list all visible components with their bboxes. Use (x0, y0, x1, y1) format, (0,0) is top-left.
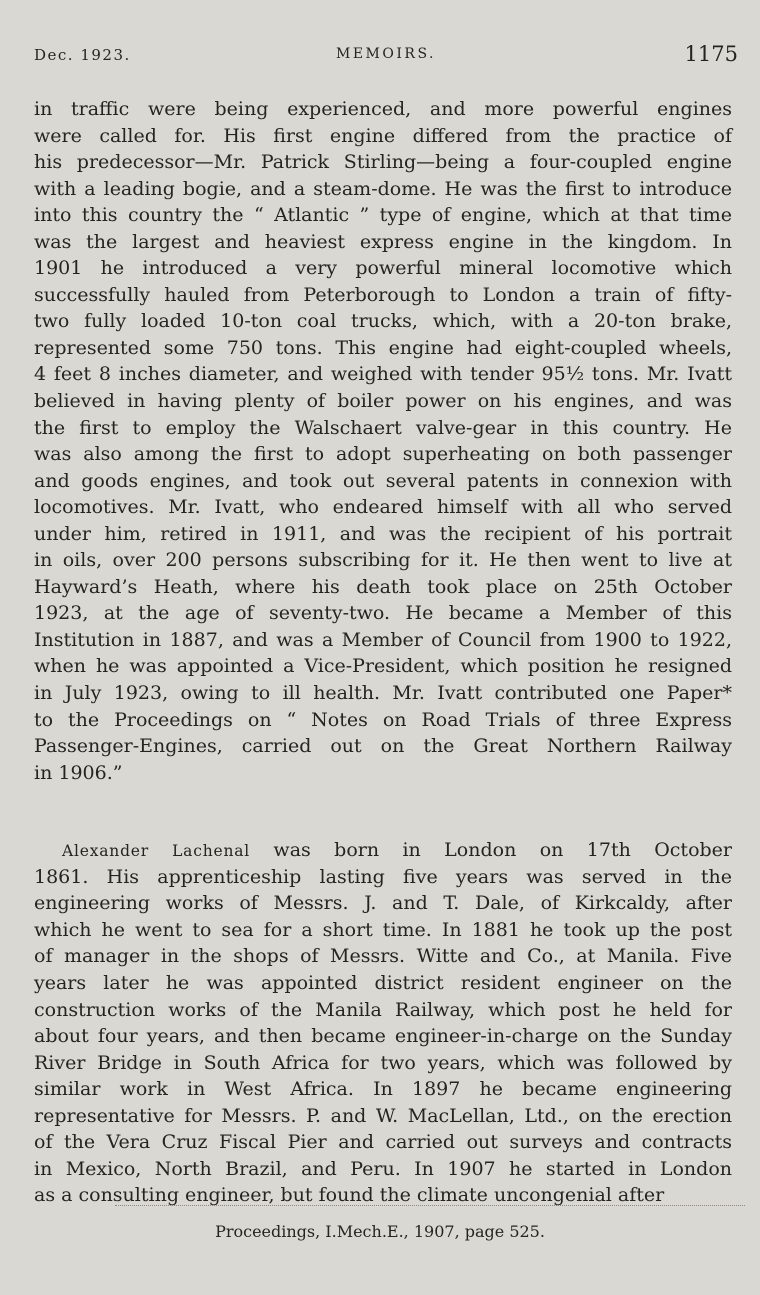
paragraph-line: representative for Messrs. P. and W. MacLellan, Ltd., on the erection (34, 1104, 732, 1127)
paragraph-line: with a leading bogie, and a steam-dome. He was the first to introduce (34, 177, 732, 200)
paragraph-line: as a consulting engineer, but found the climate uncongenial after (34, 1184, 665, 1207)
paragraph-line: of the Vera Cruz Fiscal Pier and carried out surveys and contracts (34, 1131, 732, 1154)
page-number: 1175 (684, 42, 738, 66)
body-text (34, 96, 732, 1209)
paragraph-line: in July 1923, owing to ill health. Mr. Ivatt contributed one Paper* (34, 682, 732, 705)
paragraph-line (34, 837, 732, 864)
paragraph-line: under him, retired in 1911, and was the recipient of his portrait (34, 522, 732, 545)
paragraph-line: of manager in the shops of Messrs. Witte and Co., at Manila. Five (34, 945, 732, 968)
paragraph-line: in traffic were being experienced, and more powerful engines (34, 98, 732, 120)
paragraph-line: locomotives. Mr. Ivatt, who endeared himself with all who served (34, 496, 732, 519)
paragraph-line: were called for. His first engine differed from the practice of (34, 124, 732, 147)
paragraph-line: to the Proceedings on “ Notes on Road Trials of three Express (34, 708, 732, 731)
paragraph-line: Institution in 1887, and was a Member of Council from 1900 to 1922, (34, 628, 732, 651)
paragraph-line: construction works of the Manila Railway, which post he held for (34, 998, 732, 1021)
paragraph-line: 1901 he introduced a very powerful mineral locomotive which (34, 257, 732, 280)
paragraph-line: in Mexico, North Brazil, and Peru. In 1907 he started in London (34, 1157, 732, 1180)
paragraph-line: 1923, at the age of seventy-two. He became a Member of this (34, 602, 732, 625)
paragraph-line: similar work in West Africa. In 1897 he became engineering (34, 1078, 732, 1101)
paragraph-line: and goods engines, and took out several patents in connexion with (34, 469, 732, 492)
first-line-rest: was born in London on 17th October (250, 839, 732, 862)
header-date: Dec. 1923. (34, 46, 131, 64)
paragraph-line: Hayward’s Heath, where his death took place on 25th October (34, 575, 732, 598)
paragraph-lachenal (34, 837, 732, 1209)
paragraph-line: years later he was appointed district resident engineer on the (34, 971, 732, 994)
footnote: Proceedings, I.Mech.E., 1907, page 525. (215, 1222, 545, 1241)
paragraph-line: 4 feet 8 inches diameter, and weighed with tender 95½ tons. Mr. Ivatt (34, 363, 732, 386)
paragraph-line: about four years, and then became engineer-in-charge on the Sunday (34, 1025, 732, 1048)
paragraph-line: which he went to sea for a short time. In 1881 he took up the post (34, 918, 732, 941)
memoir-name: Alexander Lachenal (62, 842, 251, 861)
header-section: MEMOIRS. (336, 46, 436, 62)
paragraph-ivatt (34, 96, 732, 786)
paragraph-line: was the largest and heaviest express engine in the kingdom. In (34, 230, 732, 253)
paragraph-line: the first to employ the Walschaert valve-gear in this country. He (34, 416, 732, 439)
paragraph-line: his predecessor—Mr. Patrick Stirling—being a four-coupled engine (34, 151, 732, 174)
paragraph-line: engineering works of Messrs. J. and T. Dale, of Kirkcaldy, after (34, 892, 732, 915)
paragraph-line: in 1906.” (34, 761, 123, 784)
paragraph-line: River Bridge in South Africa for two years, which was followed by (34, 1051, 732, 1074)
paragraph-line: successfully hauled from Peterborough to London a train of fifty- (34, 283, 732, 306)
paragraph-line: into this country the “ Atlantic ” type of engine, which at that time (34, 204, 732, 227)
footnote-rule (115, 1205, 745, 1206)
paragraph-line: represented some 750 tons. This engine had eight-coupled wheels, (34, 336, 732, 359)
running-header (34, 42, 738, 72)
paragraph-line: 1861. His apprenticeship lasting five years was served in the (34, 865, 732, 888)
paragraph-line: Passenger-Engines, carried out on the Great Northern Railway (34, 735, 732, 758)
paragraph-line: when he was appointed a Vice-President, which position he resigned (34, 655, 732, 678)
paragraph-line: two fully loaded 10-ton coal trucks, which, with a 20-ton brake, (34, 310, 732, 333)
paragraph-line: believed in having plenty of boiler power on his engines, and was (34, 390, 732, 413)
paragraph-line: was also among the first to adopt superheating on both passenger (34, 443, 732, 466)
paragraph-line: in oils, over 200 persons subscribing for it. He then went to live at (34, 549, 732, 572)
